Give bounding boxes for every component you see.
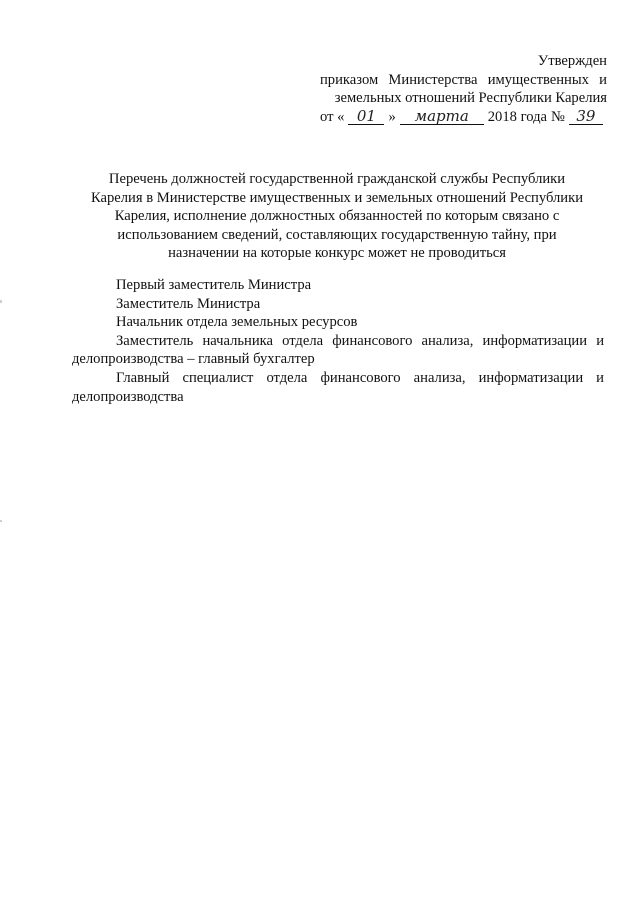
position-item: Главный специалист отдела финансового анализа, информатизации и делопроизводства (72, 369, 604, 405)
approval-word: Министерства (388, 71, 478, 88)
approval-order-line (320, 71, 607, 90)
approval-word: имущественных (487, 71, 589, 88)
position-item: Начальник отдела земельных ресурсов (116, 314, 358, 331)
date-year: 2018 года (487, 108, 547, 125)
handwritten-order-number: 39 (569, 108, 603, 125)
number-sign: № (550, 108, 565, 125)
approval-stamp-block (320, 52, 607, 126)
title-line: назначении на которые конкурс может не проводиться (168, 245, 506, 262)
handwritten-day: 01 (348, 108, 384, 125)
title-line: Перечень должностей государственной гражданской службы Республики (108, 171, 566, 187)
approval-word: и (599, 71, 607, 88)
date-prefix: от « (320, 108, 345, 125)
positions-list (72, 276, 604, 406)
position-item: Заместитель начальника отдела финансового анализа, информатизации и делопроизводства – главный бухгалтер (72, 332, 604, 368)
approval-ministry-line: земельных отношений Республики Карелия (334, 90, 607, 106)
title-line: использованием сведений, составляющих государственную тайну, при (117, 226, 557, 243)
title-line: Карелия в Министерстве имущественных и земельных отношений Республики (90, 189, 584, 206)
document-title (74, 170, 600, 263)
position-item: Заместитель Министра (116, 295, 261, 312)
position-item: Первый заместитель Министра (116, 277, 312, 293)
handwritten-month: марта (400, 108, 484, 125)
scan-artifact (0, 520, 2, 522)
approval-date-line (320, 108, 607, 127)
title-line: Карелия, исполнение должностных обязанностей по которым связано с (114, 208, 560, 225)
scan-artifact (0, 300, 2, 303)
approval-heading: Утвержден (537, 53, 607, 69)
approval-word: приказом (320, 71, 379, 88)
date-close-quote: » (388, 108, 396, 125)
